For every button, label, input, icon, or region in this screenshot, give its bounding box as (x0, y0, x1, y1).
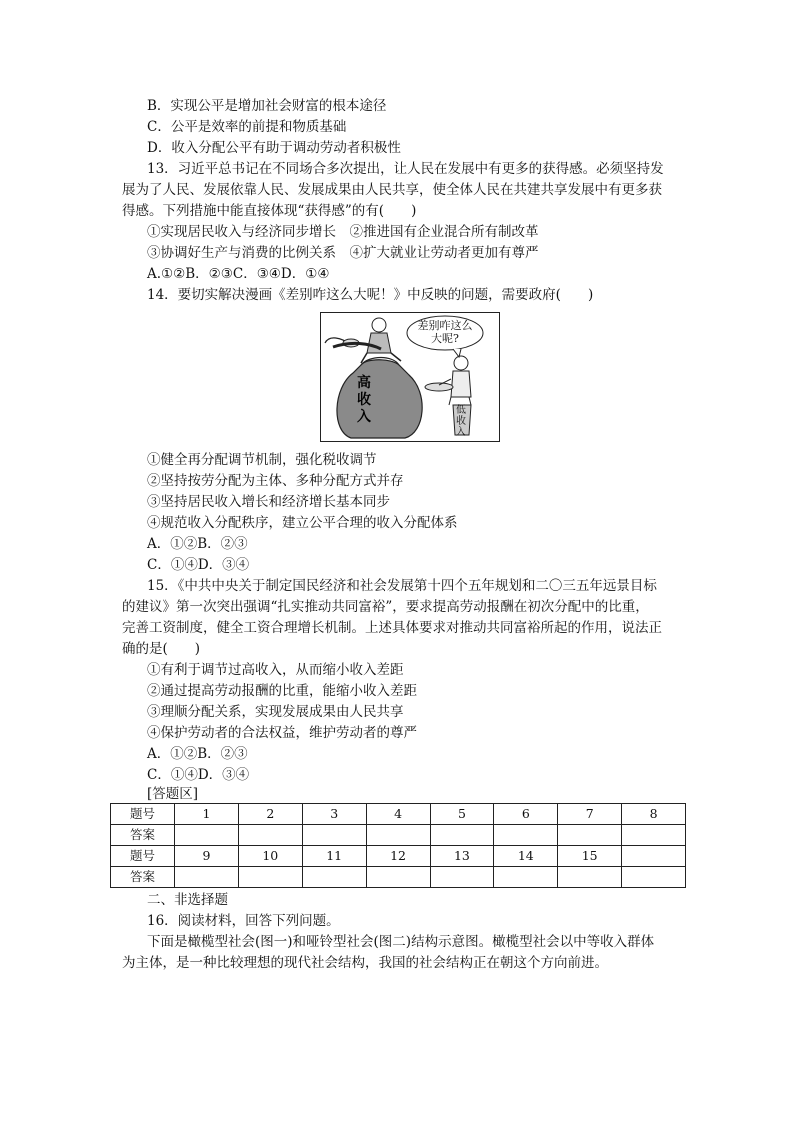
q14-item-3: ③坚持居民收入增长和经济增长基本同步 (147, 494, 390, 510)
rich-man-head (372, 318, 386, 332)
question-number-cell: 4 (366, 804, 430, 825)
q14-item-1: ①健全再分配调节机制，强化税收调节 (147, 452, 377, 468)
q15-stem-line1: 15．《中共中央关于制定国民经济和社会发展第十四个五年规划和二〇三五年远景目标 (147, 578, 657, 594)
q14-stem: 14．要切实解决漫画《差别咋这么大呢！》中反映的问题，需要政府( ) (147, 287, 594, 303)
poor-man-head (454, 356, 468, 370)
question-number-cell: 3 (302, 804, 366, 825)
q13-stem-line2: 展为了人民、发展依靠人民、发展成果由人民共享，使全体人民在共建共享发展中有更多获 (122, 182, 662, 198)
table-row (111, 804, 686, 825)
row-label-answer: 答案 (111, 867, 175, 888)
answer-cell[interactable] (494, 825, 558, 846)
answer-cell[interactable] (175, 867, 239, 888)
question-number-cell: 7 (558, 804, 622, 825)
question-number-cell: 2 (238, 804, 302, 825)
question-number-cell: 11 (302, 846, 366, 867)
row-label-answer: 答案 (111, 825, 175, 846)
answer-cell[interactable] (494, 867, 558, 888)
row-label-number: 题号 (111, 846, 175, 867)
q14-choices-row2: C．①④D．③④ (147, 557, 250, 573)
q13-stem-line1: 13．习近平总书记在不同场合多次提出，让人民在发展中有更多的获得感。必须坚持发 (147, 161, 664, 177)
q15-item-3: ③理顺分配关系，实现发展成果由人民共享 (147, 704, 404, 720)
answer-cell[interactable] (622, 825, 686, 846)
q15-stem-line2: 的建议》第一次突出强调“扎实推动共同富裕”，要求提高劳动报酬在初次分配中的比重， (122, 599, 649, 615)
question-number-cell: 13 (430, 846, 494, 867)
answer-cell[interactable] (175, 825, 239, 846)
question-number-cell: 5 (430, 804, 494, 825)
question-number-cell: 12 (366, 846, 430, 867)
answer-cell[interactable] (238, 867, 302, 888)
q13-items-row1: ①实现居民收入与经济同步增长 ②推进国有企业混合所有制改革 (147, 224, 539, 240)
speech-bubble-text: 差别咋这么大呢? (417, 319, 473, 345)
answer-cell[interactable] (558, 867, 622, 888)
answer-cell[interactable] (430, 825, 494, 846)
answer-cell[interactable] (366, 825, 430, 846)
q12-option-d: D．收入分配公平有助于调动劳动者积极性 (147, 140, 401, 156)
low-income-label: 低收入 (456, 405, 466, 438)
q14-choices-row1: A．①②B．②③ (147, 536, 248, 552)
q13-stem-line3: 得感。下列措施中能直接体现“获得感”的有( ) (122, 203, 417, 219)
q12-option-b: B．实现公平是增加社会财富的根本途径 (147, 98, 387, 114)
answer-table (110, 803, 686, 888)
q15-choices-row1: A．①②B．②③ (147, 746, 248, 762)
q13-choices: A.①②B．②③C．③④D．①④ (147, 266, 330, 282)
bowl-icon (425, 383, 453, 391)
q16-body-line2: 为主体，是一种比较理想的现代社会结构，我国的社会结构正在朝这个方向前进。 (122, 955, 608, 971)
q15-item-1: ①有利于调节过高收入，从而缩小收入差距 (147, 662, 404, 678)
q13-items-row2: ③协调好生产与消费的比例关系 ④扩大就业让劳动者更加有尊严 (147, 245, 539, 261)
q14-item-4: ④规范收入分配秩序，建立公平合理的收入分配体系 (147, 515, 458, 531)
question-number-cell: 9 (175, 846, 239, 867)
row-label-number: 题号 (111, 804, 175, 825)
answer-cell[interactable] (238, 825, 302, 846)
table-row (111, 846, 686, 867)
q15-item-4: ④保护劳动者的合法权益，维护劳动者的尊严 (147, 725, 417, 741)
section2-title: 二、非选择题 (147, 892, 228, 908)
answer-cell[interactable] (558, 825, 622, 846)
question-number-cell: 15 (558, 846, 622, 867)
answer-cell[interactable] (366, 867, 430, 888)
high-income-bag (337, 360, 422, 438)
answer-cell[interactable] (622, 867, 686, 888)
answer-cell[interactable] (302, 825, 366, 846)
table-row (111, 825, 686, 846)
question-number-cell: 6 (494, 804, 558, 825)
q16-body-line1: 下面是橄榄型社会(图一)和哑铃型社会(图二)结构示意图。橄榄型社会以中等收入群体 (147, 934, 655, 950)
question-number-cell: 10 (238, 846, 302, 867)
q15-stem-line4: 确的是( ) (122, 641, 201, 657)
q15-item-2: ②通过提高劳动报酬的比重，能缩小收入差距 (147, 683, 417, 699)
answer-cell[interactable] (302, 867, 366, 888)
q15-choices-row2: C．①④D．③④ (147, 767, 250, 783)
q15-stem-line3: 完善工资制度，健全工资合理增长机制。上述具体要求对推动共同富裕所起的作用，说法正 (122, 620, 662, 636)
income-gap-cartoon (320, 312, 500, 442)
q14-item-2: ②坚持按劳分配为主体、多种分配方式并存 (147, 473, 404, 489)
table-row (111, 867, 686, 888)
question-number-cell: 1 (175, 804, 239, 825)
high-income-label: 高收入 (357, 375, 371, 425)
q16-stem: 16．阅读材料，回答下列问题。 (147, 913, 340, 929)
answer-area-label: [答题区] (147, 786, 199, 802)
question-number-cell: 14 (494, 846, 558, 867)
q12-option-c: C．公平是效率的前提和物质基础 (147, 119, 347, 135)
answer-cell[interactable] (430, 867, 494, 888)
question-number-cell: 8 (622, 804, 686, 825)
question-number-cell (622, 846, 686, 867)
